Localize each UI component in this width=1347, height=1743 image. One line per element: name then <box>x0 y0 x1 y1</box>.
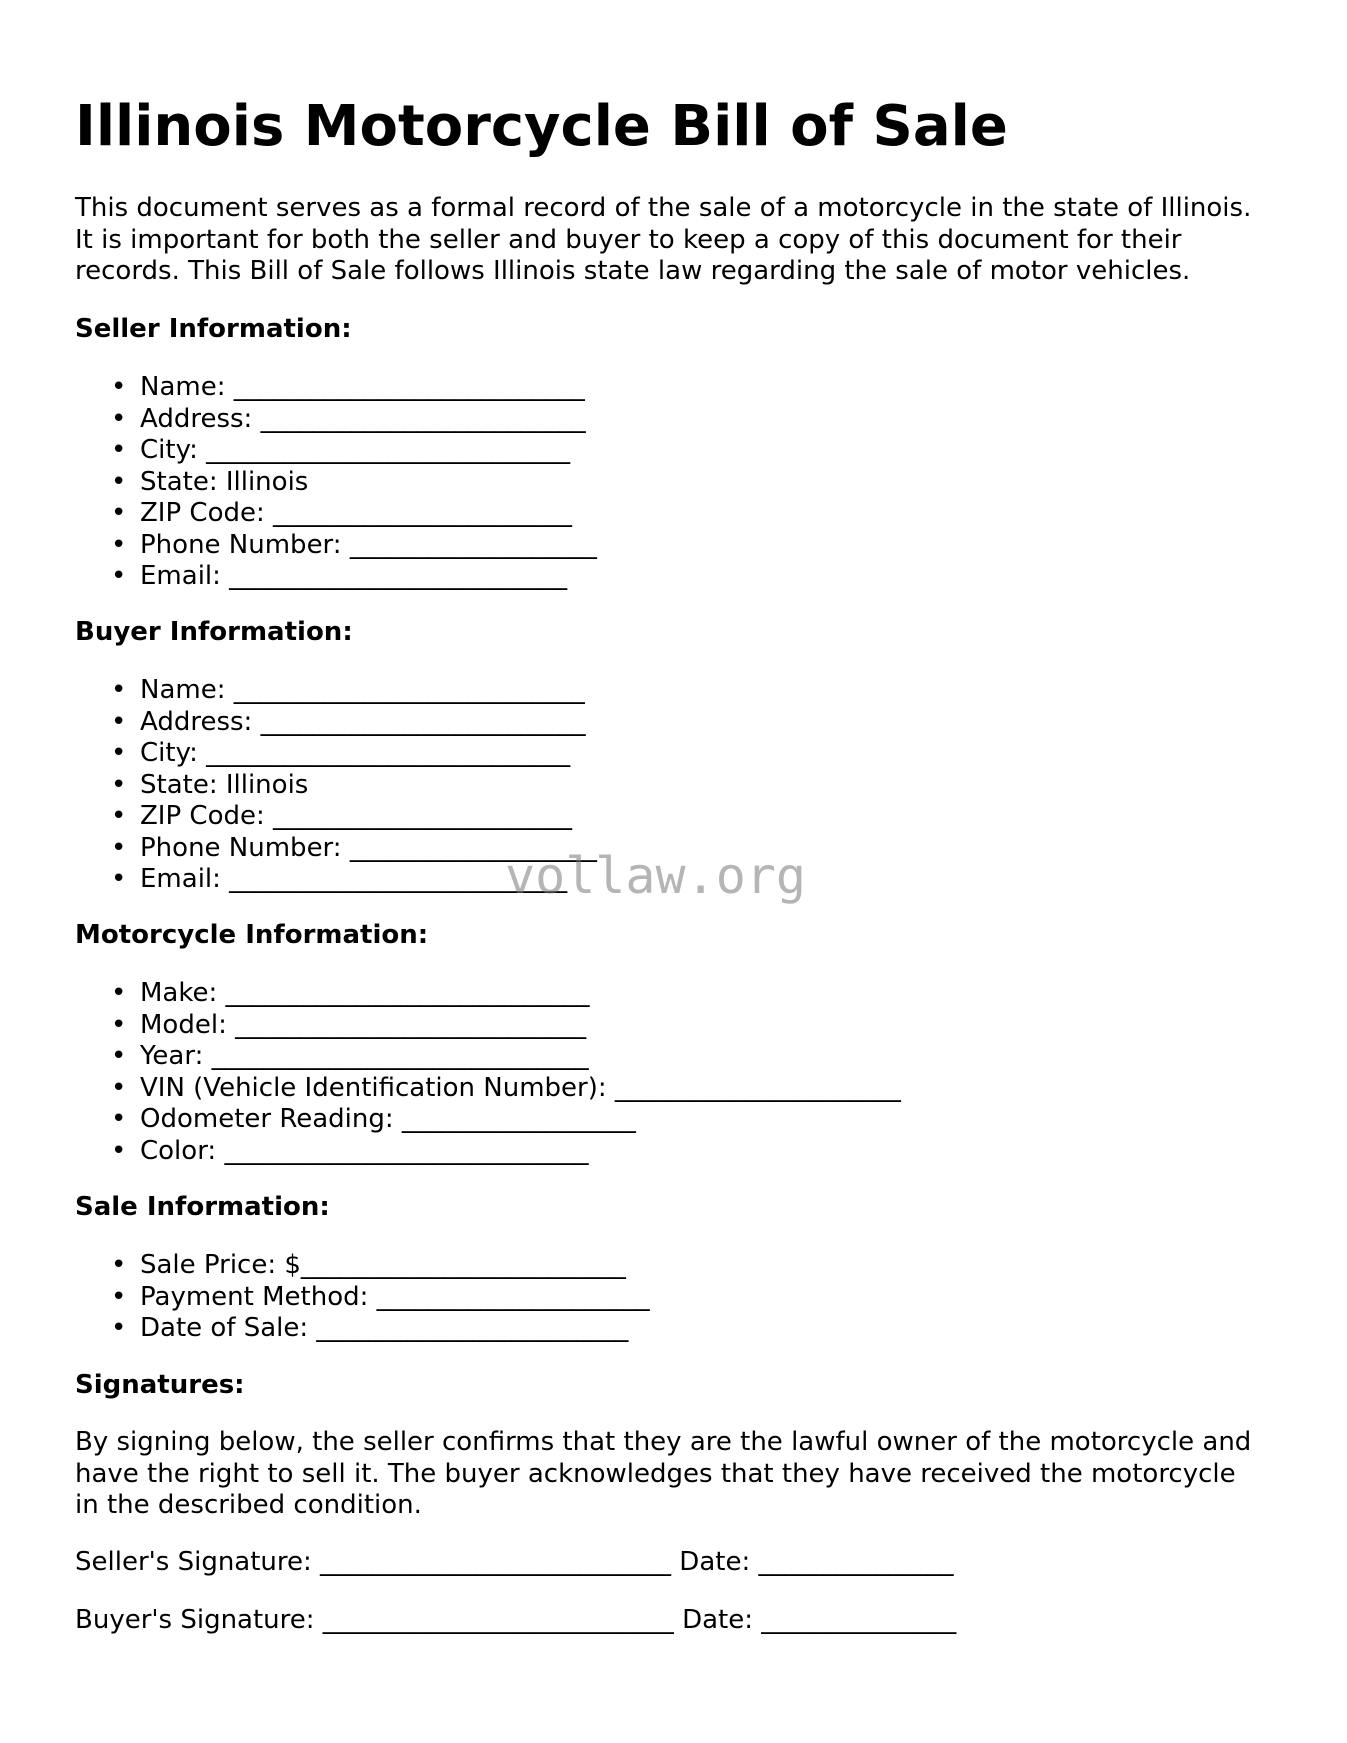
document-title: Illinois Motorcycle Bill of Sale <box>75 94 1008 159</box>
buyer-email-field[interactable]: • Email: __________________________ <box>75 864 597 896</box>
motorcycle-field-list <box>75 978 901 1167</box>
intro-paragraph: This document serves as a formal record of the sale of a motorcycle in the state of Illinois. It is important for both the seller and buyer to keep a copy of this document for their records. This Bill of Sale follows Illinois state law regarding the sale of motor vehicles. <box>75 193 1252 286</box>
signatures-section-heading: Signatures: <box>75 1370 245 1400</box>
seller-city-field[interactable]: • City: ____________________________ <box>75 435 597 467</box>
seller-state-field: • State: Illinois <box>75 467 597 499</box>
sale-field-list <box>75 1250 650 1345</box>
buyer-city-field[interactable]: • City: ____________________________ <box>75 738 597 770</box>
buyer-signature-line[interactable]: Buyer's Signature: ___________________________ Date: _______________ <box>75 1605 957 1635</box>
buyer-section-heading: Buyer Information: <box>75 617 353 647</box>
seller-field-list <box>75 372 597 593</box>
motorcycle-make-field[interactable]: • Make: ____________________________ <box>75 978 901 1010</box>
seller-phone-field[interactable]: • Phone Number: ___________________ <box>75 530 597 562</box>
motorcycle-section-heading: Motorcycle Information: <box>75 920 429 950</box>
motorcycle-vin-field[interactable]: • VIN (Vehicle Identification Number): ______________________ <box>75 1073 901 1105</box>
sale-section-heading: Sale Information: <box>75 1192 330 1222</box>
motorcycle-model-field[interactable]: • Model: ___________________________ <box>75 1010 901 1042</box>
buyer-name-field[interactable]: • Name: ___________________________ <box>75 675 597 707</box>
motorcycle-color-field[interactable]: • Color: ____________________________ <box>75 1136 901 1168</box>
seller-zip-field[interactable]: • ZIP Code: _______________________ <box>75 498 597 530</box>
seller-section-heading: Seller Information: <box>75 314 352 344</box>
seller-address-field[interactable]: • Address: _________________________ <box>75 404 597 436</box>
payment-method-field[interactable]: • Payment Method: _____________________ <box>75 1282 650 1314</box>
watermark: vollaw.org <box>505 847 807 905</box>
seller-name-field[interactable]: • Name: ___________________________ <box>75 372 597 404</box>
seller-email-field[interactable]: • Email: __________________________ <box>75 561 597 593</box>
buyer-phone-field[interactable]: • Phone Number: ___________________ <box>75 833 597 865</box>
buyer-address-field[interactable]: • Address: _________________________ <box>75 707 597 739</box>
sale-price-field[interactable]: • Sale Price: $_________________________ <box>75 1250 650 1282</box>
motorcycle-year-field[interactable]: • Year: _____________________________ <box>75 1041 901 1073</box>
buyer-zip-field[interactable]: • ZIP Code: _______________________ <box>75 801 597 833</box>
buyer-state-field: • State: Illinois <box>75 770 597 802</box>
date-of-sale-field[interactable]: • Date of Sale: ________________________ <box>75 1313 650 1345</box>
seller-signature-line[interactable]: Seller's Signature: ___________________________ Date: _______________ <box>75 1547 954 1577</box>
signatures-statement: By signing below, the seller confirms that they are the lawful owner of the motorcycle and have the right to sell it. The buyer acknowledges that they have received the motorcycle in the described condition. <box>75 1427 1252 1520</box>
motorcycle-odometer-field[interactable]: • Odometer Reading: __________________ <box>75 1104 901 1136</box>
